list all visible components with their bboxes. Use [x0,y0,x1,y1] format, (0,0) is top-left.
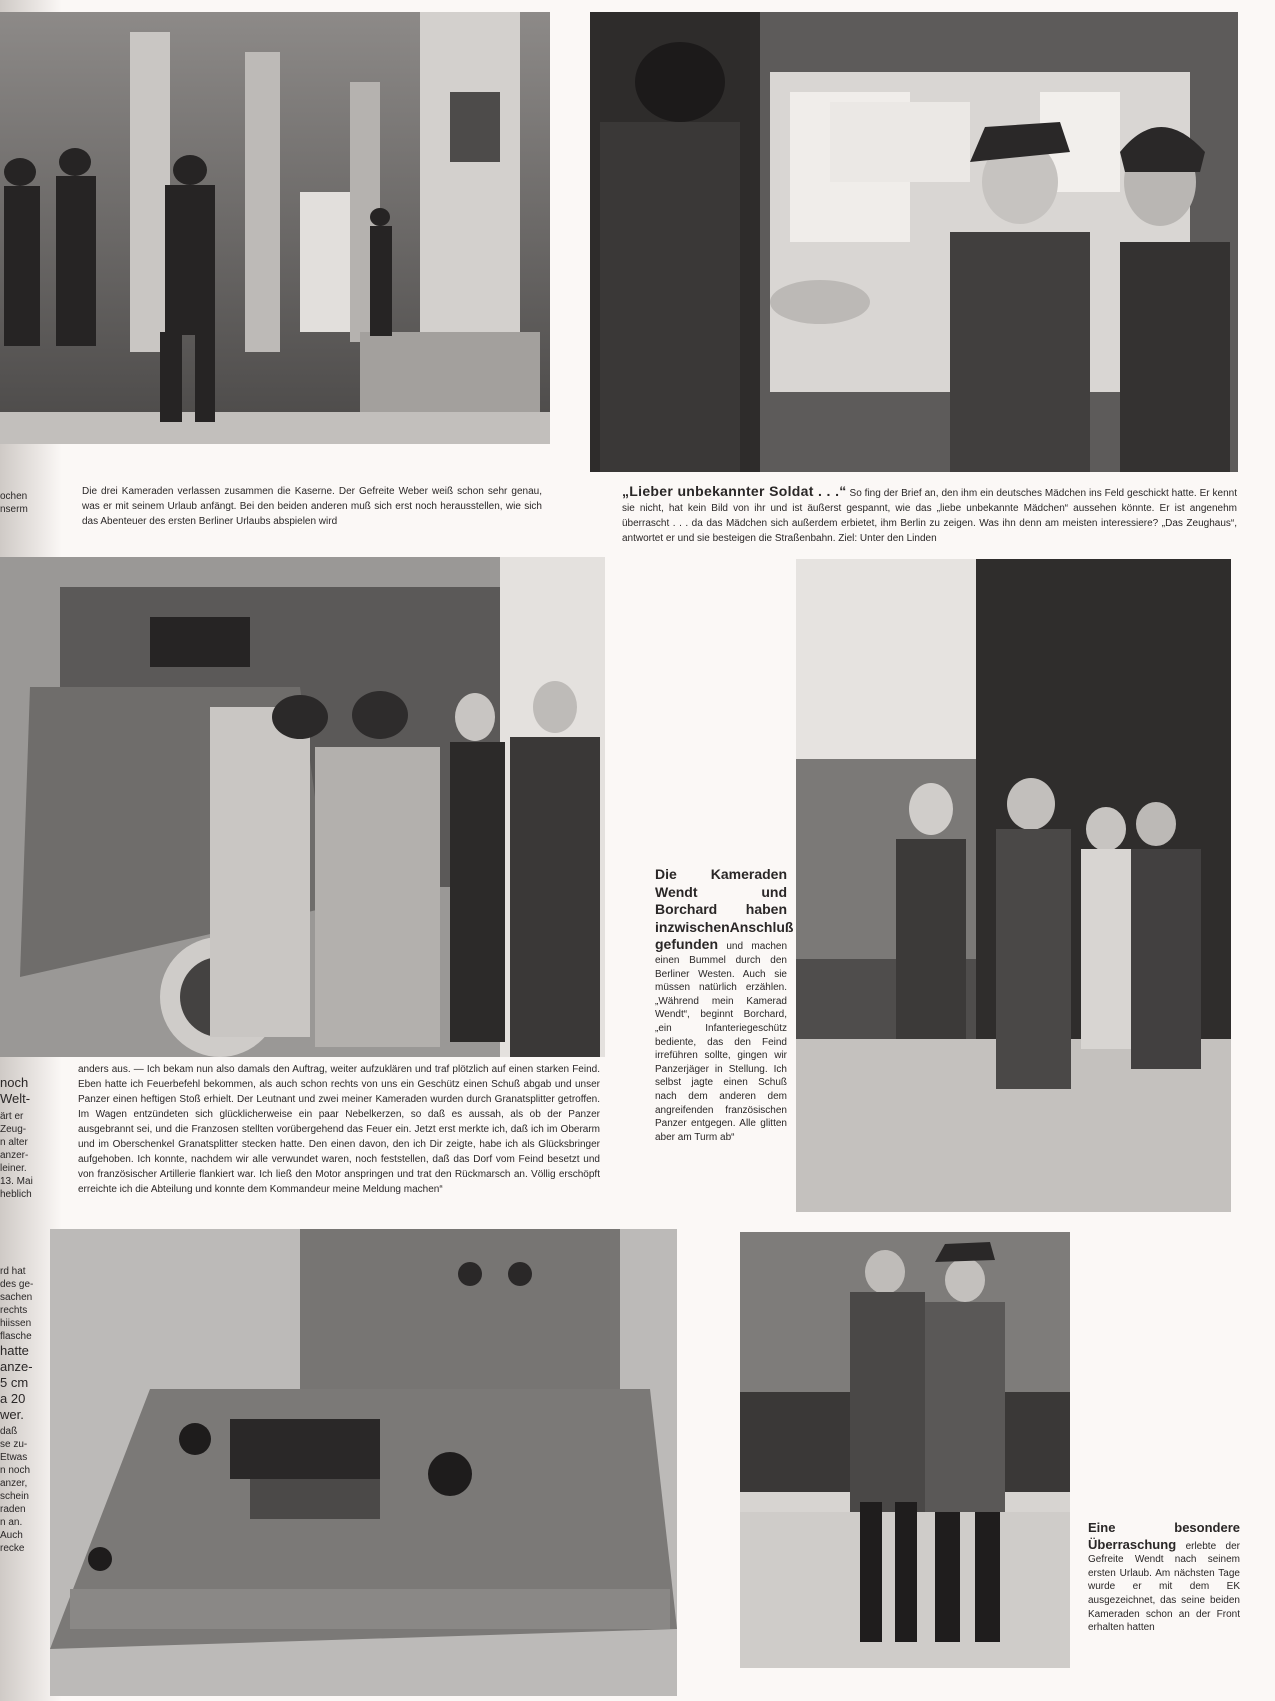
caption-walk-body: und machen einen Bummel durch den Berliner Westen. Auch sie müssen natürlich erzählen. „Während mein Kamerad Wendt“, beginnt Borchard, „ein Infanteriegeschütz bediente, das den Feind irreführen sollte, gingen wir Panzerjäger in Stellung. Ich selbst jagte einen Schuß nach dem anderen dem angreifenden französischen Panzer entgegen. Alle glitten aber am Turm ab“ [655,941,787,1143]
margin-fragment-mid: ärt er Zeug- n alter anzer- leiner. 13. Mai heblich [0,1111,33,1200]
photo-tank-side [0,557,605,1057]
caption-walk [655,866,794,1144]
margin-fragment-lower-heading: hatte anze- 5 cm a 20 wer. [0,1343,33,1422]
caption-walk-lead: Die Kameraden Wendt und Borchard haben inzwischenAnschluß gefunden [655,866,794,953]
caption-letter-lead: „Lieber unbekannter Soldat . . .“ [622,483,847,499]
photo-walk [796,559,1231,1212]
photo-letter [590,12,1238,472]
photo-turret [50,1229,677,1696]
margin-fragment-top: ochen nserm [0,491,28,515]
margin-fragment-bottom: daß se zu- Etwas n noch anzer, schein raden n an. Auch recke [0,1426,31,1554]
photo-award [740,1232,1070,1668]
caption-letter [622,484,1237,546]
caption-kaserne: Die drei Kameraden verlassen zusammen die Kaserne. Der Gefreite Weber weiß schon sehr genau, was er mit seinem Urlaub anfängt. Bei den beiden anderen muß sich erst noch herausstellen, wie sich das Abenteuer des ersten Berliner Urlaubs abspielen wird [82,486,542,527]
photo-kaserne [0,12,550,444]
margin-fragment-mid-heading: noch Welt- [0,1075,31,1106]
caption-award-lead: Eine besondere Überraschung [1088,1520,1240,1552]
caption-award-body: erlebte der Gefreite Wendt nach seinem ersten Urlaub. Am nächsten Tage wurde er mit dem EK ausgezeichnet, das seine beiden Kameraden schon an der Front erhalten hatten [1088,1540,1241,1634]
margin-fragment-lower: rd hat des ge- sachen rechts hiissen flasche [0,1266,34,1342]
caption-tank-story: anders aus. — Ich bekam nun also damals den Auftrag, weiter aufzuklären und traf plötzlich auf einen starken Feind. Eben hatte ich Feuerbefehl bekommen, als auch schon rechts von uns ein Geschütz einen Schuß abgab und unser Panzer einen heftigen Stoß erhielt. Der Leutnant und zwei meiner Kameraden wurden durch Granatsplitter getroffen. Im Wagen entzündeten sich glücklicherweise ein paar Nebelkerzen, so daß es aussah, als ob der Panzer ausgebrannt sei, und die Franzosen stellten vorübergehend das Feuer ein. Jetzt erst merkte ich, daß ich im Oberarm und im Oberschenkel Granatsplitter stecken hatte. Den einen davon, den ich Dir zeigte, habe ich als Glücksbringer aufgehoben. Ich konnte, nachdem wir alle verwundet waren, noch feststellen, daß das Dorf vom Feind besetzt und von französischer Artillerie flankiert war. Ich ließ den Motor anspringen und trat den Rückmarsch an. Völlig erschöpft erreichte ich die Abteilung und konnte dem Kommandeur meine Meldung machen“ [78,1064,600,1195]
caption-award [1088,1520,1240,1635]
caption-letter-body: So fing der Brief an, den ihm ein deutsches Mädchen ins Feld geschickt hatte. Er kennt sie nicht, hat kein Bild von ihr und ist äußerst gespannt, wie das „liebe unbekannte Mädchen“ aussehen könnte. Er ist angenehm überrascht . . . da das Mädchen sich außerdem erbietet, ihm Berlin zu zeigen. Was ihn denn am meisten interessiere? „Das Zeughaus“, antwortet er und sie besteigen die Straßenbahn. Ziel: Unter den Linden [622,488,1238,544]
